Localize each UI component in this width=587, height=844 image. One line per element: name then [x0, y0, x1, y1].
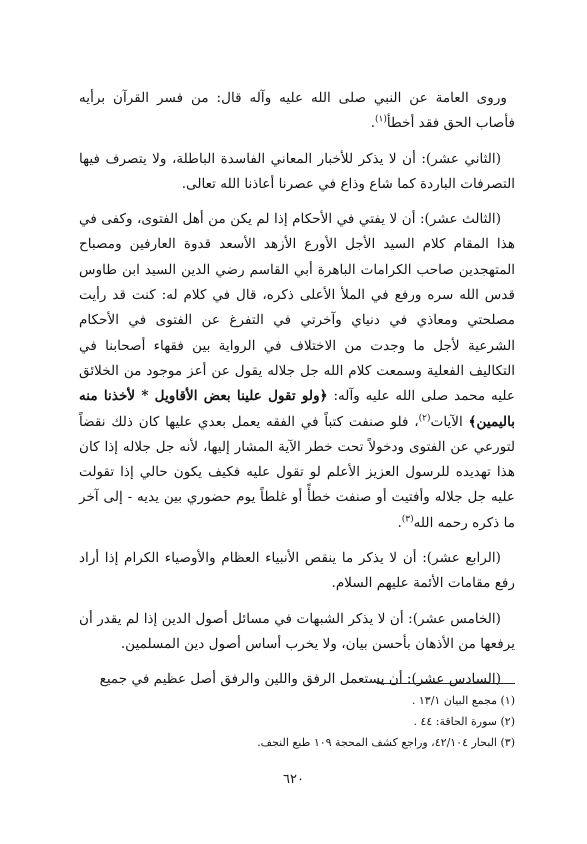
paragraph-end: . [370, 115, 376, 132]
footnote-divider [377, 683, 515, 684]
page-number: ٦٢٠ [283, 772, 304, 787]
paragraph-thirteenth [79, 207, 515, 536]
paragraph-text: وروى العامة عن النبي صلى الله عليه وآله قال: من فسر القرآن برأيه فأصاب الحق فقد أخطأ [79, 90, 515, 132]
footnote-1: (١) مجمع البيان ١٣/١ . [411, 694, 515, 707]
footnote-marker-2: (٢) [418, 413, 431, 424]
paragraph-text: (الرابع عشر): أن لا يذكر ما ينقص الأنبياء العظام والأوصياء الكرام إذا أراد رفع مقامات الأئمة عليهم السلام. [79, 550, 515, 592]
paragraph-text-a: (الثالث عشر): أن لا يفتي في الأحكام إذا لم يكن من أهل الفتوى، وكفى في هذا المقام كلام السيد الأجل الأورع الأزهد الأسعد قدوة العارفين ومصباح المتهجدين صاحب الكرامات الباهرة أبي القاسم رضي الدين السيد ابن طاوس قدس الله سره ورفع في الملأ الأعلى ذكره، قال في كلام له: كنت قد رأيت مصلحتي ومعاذي في دنياي وآخرتي في التفرغ عن الفتوى في الأحكام الشرعية لأجل ما وجدت من الاختلاف في الرواية بين فقهاء أصحابنا في التكاليف الفعلية وسمعت كلام الله جل جلاله يقول عن أعز موجود من الخلائق عليه محمد صلى الله عليه وآله: [79, 211, 515, 405]
paragraph-text: (الثاني عشر): أن لا يذكر للأخبار المعاني الفاسدة الباطلة، ولا يتصرف فيها التصرفات الباردة كما شاع وذاع في عصرنا أعاذنا الله تعالى. [79, 150, 515, 192]
paragraph-end: . [397, 514, 402, 531]
paragraph-text-b: الآيات [430, 413, 463, 430]
paragraph-hadith [79, 86, 515, 137]
paragraph-text: (الخامس عشر): أن لا يذكر الشبهات في مسائل أصول الدين إذا لم يقدر أن يرفعها من الأذهان بأحسن بيان، ولا يخرب أساس أصول دين المسلمين. [79, 610, 515, 652]
paragraph-twelfth [79, 147, 515, 198]
paragraph-fourteenth [79, 546, 515, 597]
footnote-marker-3: (٣) [401, 514, 414, 525]
main-text-block [79, 86, 515, 703]
footnote-3: (٣) البحار ٤٢/١٠٤، وراجع كشف المحجة ١٠٩ طبع النجف. [257, 736, 515, 749]
paragraph-text-c: ، فلو صنفت كتباً في الفقه يعمل بعدي عليها كان ذلك نقضاً لتورعي عن الفتوى ودخولاً تحت خطر الآية المشار إليها، لأنه جل جلاله إذا كان هذا تهديده للرسول العزيز الأعلم لو تقول عليه فكيف يكون حالي إذا تقولت عليه جل جلاله وأفتيت أو صنفت خطأً أو غلطاً يوم حضوري بين يديه - إلى آخر ما ذكره رحمه الله [79, 413, 515, 531]
paragraph-sixteenth [79, 667, 515, 692]
paragraph-fifteenth [79, 607, 515, 658]
footnote-2: (٢) سورة الحاقة: ٤٤ . [413, 715, 515, 728]
footnotes-block [79, 690, 515, 753]
quran-verse: ﴿ولو تقول علينا بعض الأقاويل * لأخذنا منه باليمين﴾ [79, 388, 515, 430]
footnote-marker-1: (١) [375, 114, 387, 125]
paragraph-text: (السادس عشر): أن يستعمل الرفق واللين والرفق أصل عظيم في جميع [99, 671, 501, 688]
